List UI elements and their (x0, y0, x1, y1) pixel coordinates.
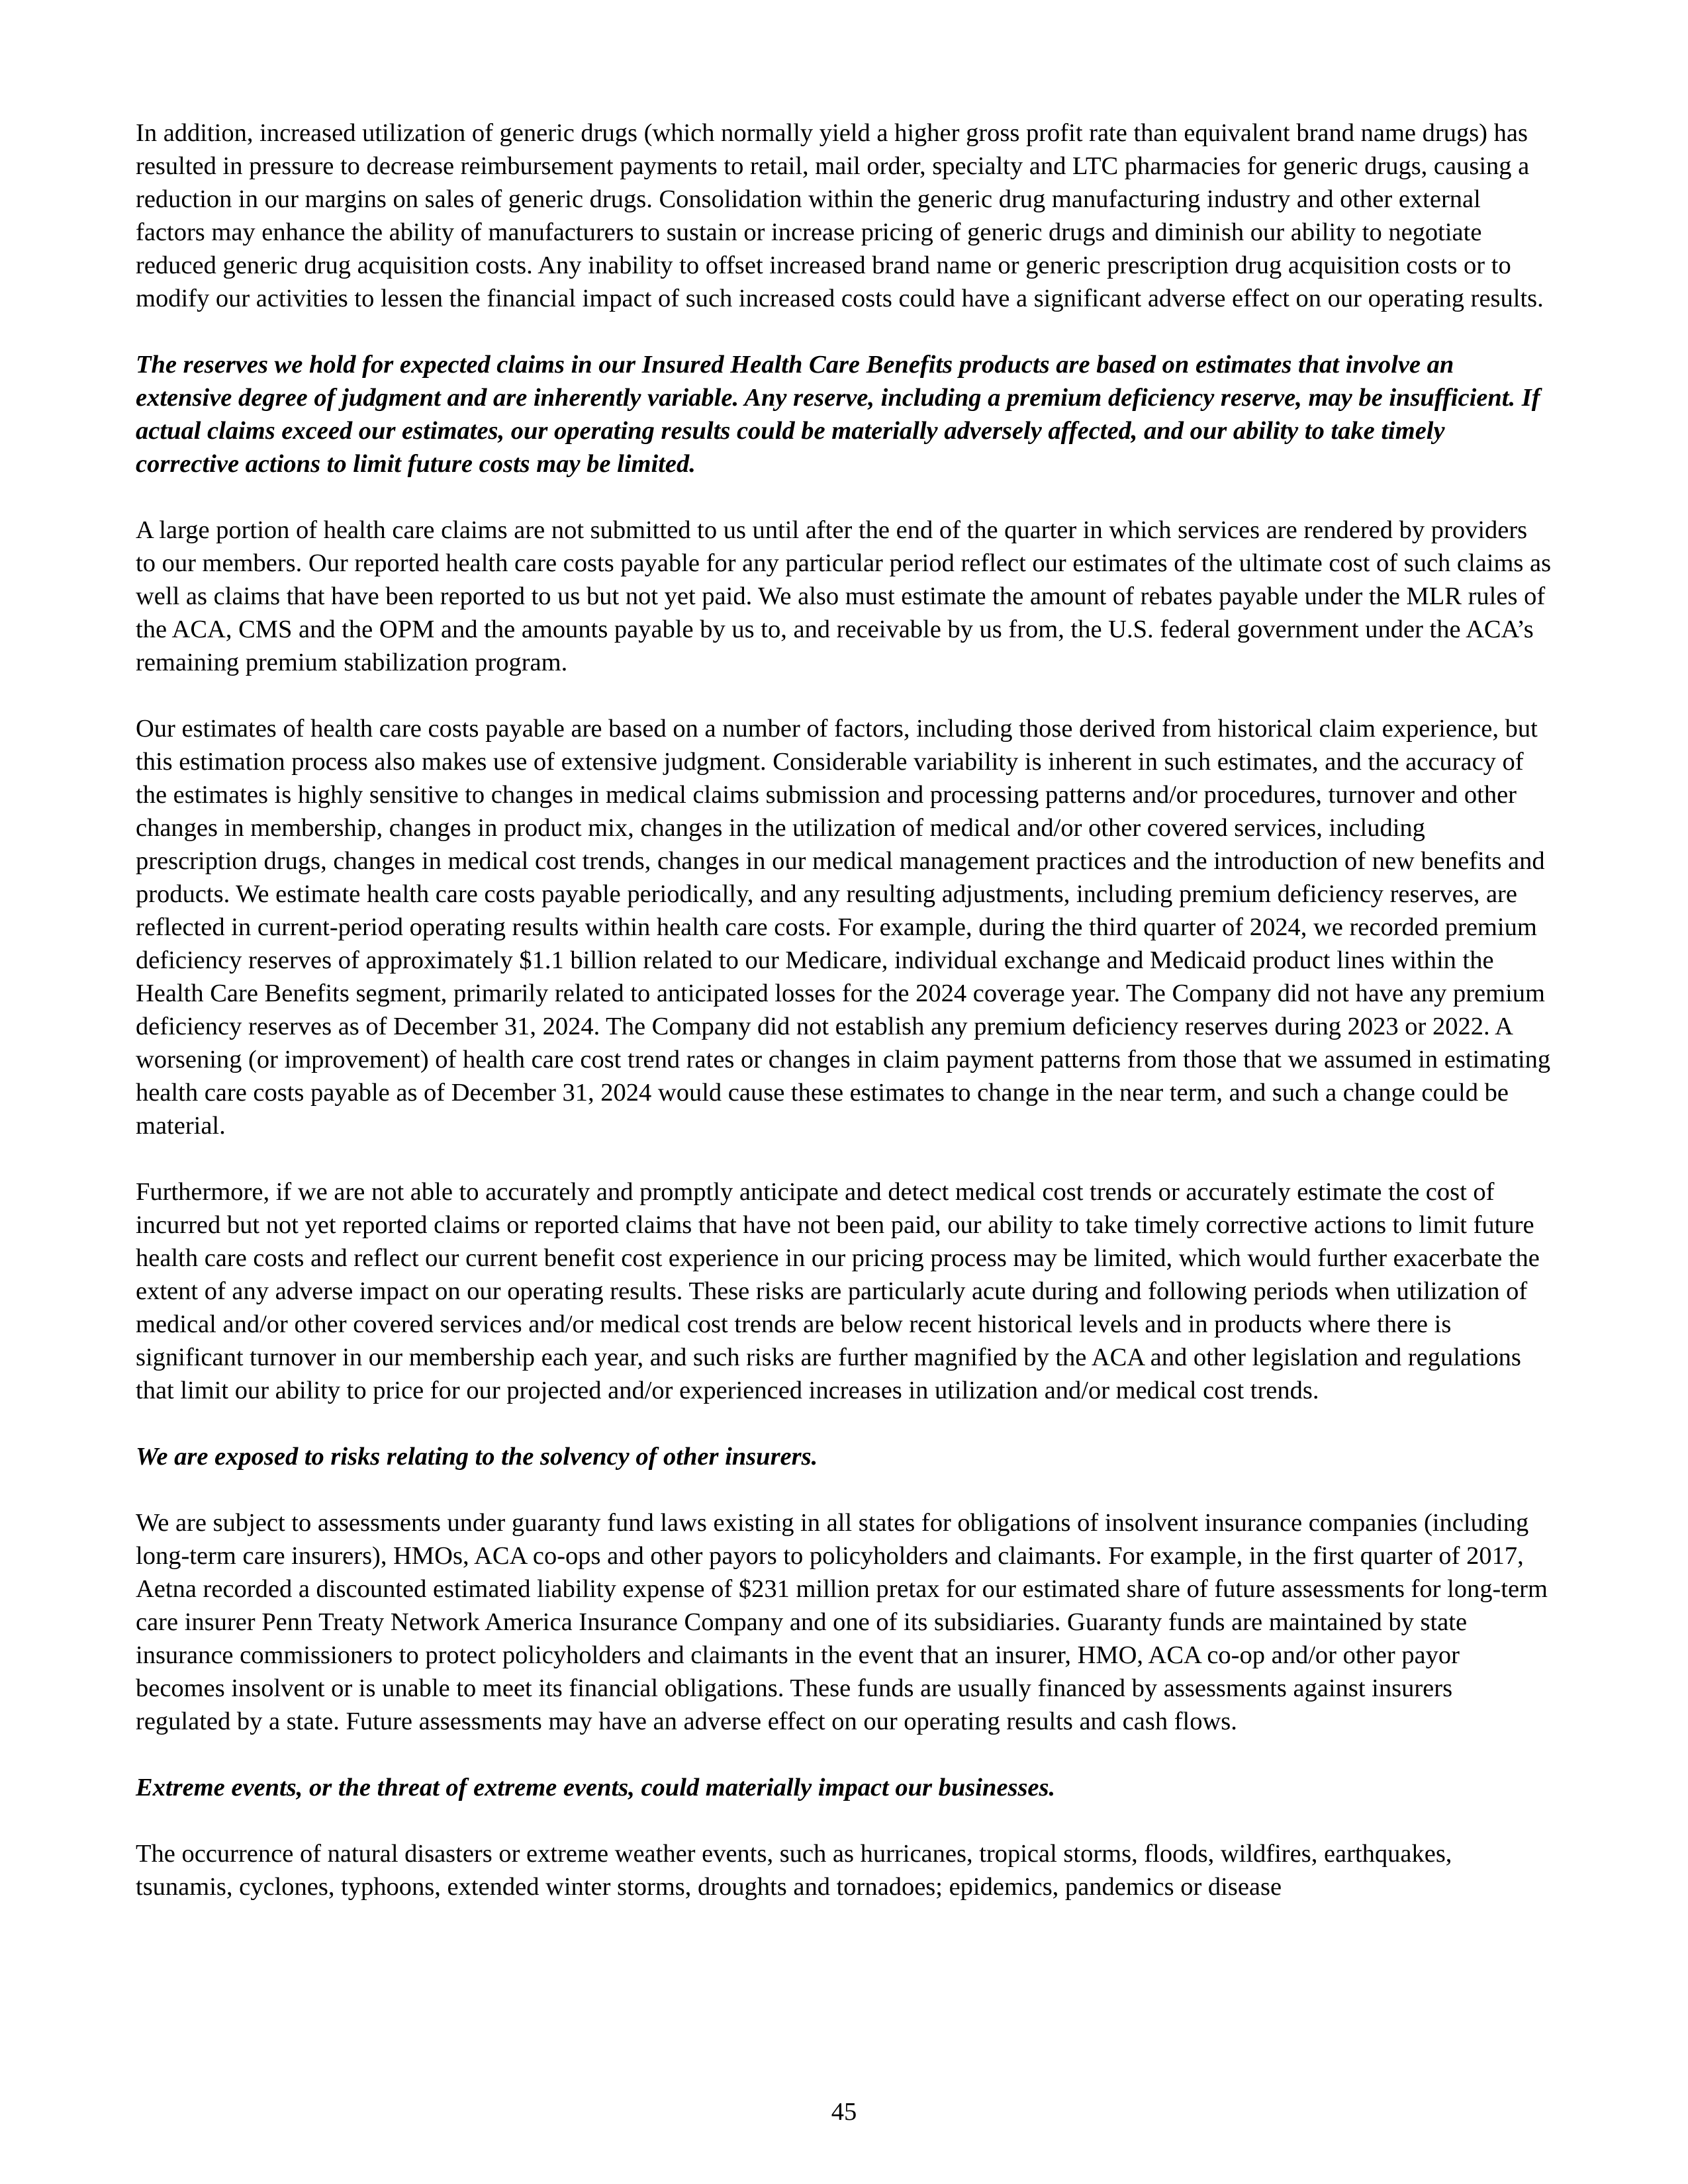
paragraph-cost-estimates: Our estimates of health care costs payable are based on a number of factors, including those derived from historical claim experience, but this estimation process also makes use of extensive judgment. Considerable variability is inherent in such estimates, and the accuracy of the estimates is highly sensitive to changes in medical claims submission and processing patterns and/or procedures, turnover and other changes in membership, changes in product mix, changes in the utilization of medical and/or other covered services, including prescription drugs, changes in medical cost trends, changes in our medical management practices and the introduction of new benefits and products. We estimate health care costs payable periodically, and any resulting adjustments, including premium deficiency reserves, are reflected in current-period operating results within health care costs. For example, during the third quarter of 2024, we recorded premium deficiency reserves of approximately $1.1 billion related to our Medicare, individual exchange and Medicaid product lines within the Health Care Benefits segment, primarily related to anticipated losses for the 2024 coverage year. The Company did not have any premium deficiency reserves as of December 31, 2024. The Company did not establish any premium deficiency reserves during 2023 or 2022. A worsening (or improvement) of health care cost trend rates or changes in claim payment patterns from those that we assumed in estimating health care costs payable as of December 31, 2024 would cause these estimates to change in the near term, and such a change could be material. (136, 715, 1551, 1140)
document-body (136, 116, 1552, 1936)
paragraph-guaranty-funds: We are subject to assessments under guaranty fund laws existing in all states for obligations of insolvent insurance companies (including long-term care insurers), HMOs, ACA co-ops and other payors to policyholders and claimants. For example, in the first quarter of 2017, Aetna recorded a discounted estimated liability expense of $231 million pretax for our estimated share of future assessments for long-term care insurer Penn Treaty Network America Insurance Company and one of its subsidiaries. Guaranty funds are maintained by state insurance commissioners to protect policyholders and claimants in the event that an insurer, HMO, ACA co-op and/or other payor becomes insolvent or is unable to meet its financial obligations. These funds are usually financed by assessments against insurers regulated by a state. Future assessments may have an adverse effect on our operating results and cash flows. (136, 1509, 1548, 1735)
heading-insurer-solvency-risk: We are exposed to risks relating to the solvency of other insurers. (136, 1443, 818, 1471)
paragraph-cost-trends: Furthermore, if we are not able to accurately and promptly anticipate and detect medical cost trends or accurately estimate the cost of incurred but not yet reported claims or reported claims that have not been paid, our ability to take timely corrective actions to limit future health care costs and reflect our current benefit cost experience in our pricing process may be limited, which would further exacerbate the extent of any adverse impact on our operating results. These risks are particularly acute during and following periods when utilization of medical and/or other covered services and/or medical cost trends are below recent historical levels and in products where there is significant turnover in our membership each year, and such risks are further magnified by the ACA and other legislation and regulations that limit our ability to price for our projected and/or experienced increases in utilization and/or medical cost trends. (136, 1178, 1540, 1404)
page-number: 45 (831, 2098, 857, 2126)
paragraph-claims-submission: A large portion of health care claims are not submitted to us until after the end of the quarter in which services are rendered by providers to our members. Our reported health care costs payable for any particular period reflect our estimates of the ultimate cost of such claims as well as claims that have been reported to us but not yet paid. We also must estimate the amount of rebates payable under the MLR rules of the ACA, CMS and the OPM and the amounts payable by us to, and receivable by us from, the U.S. federal government under the ACA’s remaining premium stabilization program. (136, 516, 1552, 676)
heading-reserves-risk: The reserves we hold for expected claims in our Insured Health Care Benefits products are based on estimates that involve an extensive degree of judgment and are inherently variable. Any reserve, including a premium deficiency reserve, may be insufficient. If actual claims exceed our estimates, our operating results could be materially adversely affected, and our ability to take timely corrective actions to limit future costs may be limited. (136, 351, 1540, 478)
heading-extreme-events-risk: Extreme events, or the threat of extreme events, could materially impact our businesses. (136, 1774, 1056, 1801)
paragraph-generic-drug-pricing: In addition, increased utilization of generic drugs (which normally yield a higher gross profit rate than equivalent brand name drugs) has resulted in pressure to decrease reimbursement payments to retail, mail order, specialty and LTC pharmacies for generic drugs, causing a reduction in our margins on sales of generic drugs. Consolidation within the generic drug manufacturing industry and other external factors may enhance the ability of manufacturers to sustain or increase pricing of generic drugs and diminish our ability to negotiate reduced generic drug acquisition costs. Any inability to offset increased brand name or generic prescription drug acquisition costs or to modify our activities to lessen the financial impact of such increased costs could have a significant adverse effect on our operating results. (136, 119, 1544, 312)
paragraph-natural-disasters: The occurrence of natural disasters or extreme weather events, such as hurricanes, tropical storms, floods, wildfires, earthquakes, tsunamis, cyclones, typhoons, extended winter storms, droughts and tornadoes; epidemics, pandemics or disease (136, 1840, 1452, 1901)
